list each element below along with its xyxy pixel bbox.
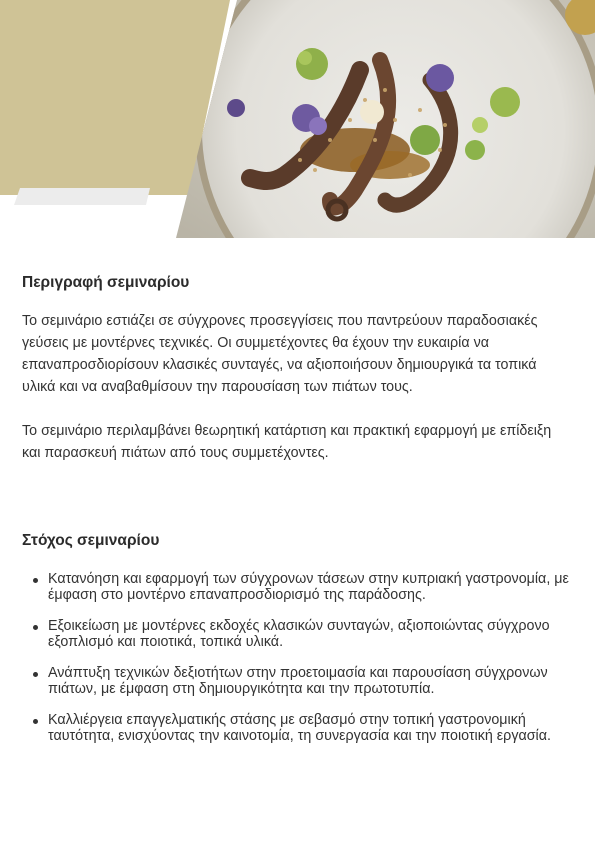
bullet-icon <box>33 625 38 630</box>
description-paragraph-2: Το σεμινάριο περιλαμβάνει θεωρητική κατάρτιση και πρακτική εφαρμογή με επίδειξη και παρασκευή πιάτων από τους συμμετέχοντες. <box>22 423 552 461</box>
goals-heading: Στόχος σεμιναρίου <box>22 532 160 549</box>
goals-list-item <box>22 572 572 603</box>
goals-item-text: Κατανόηση και εφαρμογή των σύγχρονων τάσεων στην κυπριακή γαστρονομία, με έμφαση στο μοντέρνο επαναπροσδιορισμό της παράδοσης. <box>48 571 569 603</box>
goals-item-text: Εξοικείωση με μοντέρνες εκδοχές κλασικών συνταγών, αξιοποιώντας σύγχρονο εξοπλισμό και ποιοτικά, τοπικά υλικά. <box>48 618 550 650</box>
goals-list <box>22 572 572 744</box>
goals-section <box>22 532 572 760</box>
bullet-icon <box>33 578 38 583</box>
goals-list-item <box>22 619 572 650</box>
hero-banner <box>0 0 595 240</box>
goals-item-text: Καλλιέργεια επαγγελματικής στάσης με σεβασμό στην τοπική γαστρονομική ταυτότητα, ενισχύοντας την καινοτομία, τη συνεργασία και την ποιοτική εργασία. <box>48 712 551 744</box>
goals-list-item <box>22 713 572 744</box>
accent-strip <box>14 188 150 205</box>
bullet-icon <box>33 672 38 677</box>
goals-list-item <box>22 666 572 697</box>
dish-photo <box>170 0 595 240</box>
description-section <box>22 274 572 464</box>
description-paragraph-1: Το σεμινάριο εστιάζει σε σύγχρονες προσεγγίσεις που παντρεύουν παραδοσιακές γεύσεις με μοντέρνες τεχνικές. Οι συμμετέχοντες θα έχουν την ευκαιρία να επαναπροσδιορίσουν κλασικές συνταγές, να αξιοποιήσουν δημιουργικά τα τοπικά υλικά και να αναβαθμίσουν την παρουσίαση των πιάτων τους. <box>22 313 538 395</box>
bullet-icon <box>33 719 38 724</box>
hero-illustration <box>0 0 595 240</box>
goals-item-text: Ανάπτυξη τεχνικών δεξιοτήτων στην προετοιμασία και παρουσίαση σύγχρονων πιάτων, με έμφαση στη δημιουργικότητα και την πρωτοτυπία. <box>48 665 548 697</box>
description-heading: Περιγραφή σεμιναρίου <box>22 274 190 291</box>
